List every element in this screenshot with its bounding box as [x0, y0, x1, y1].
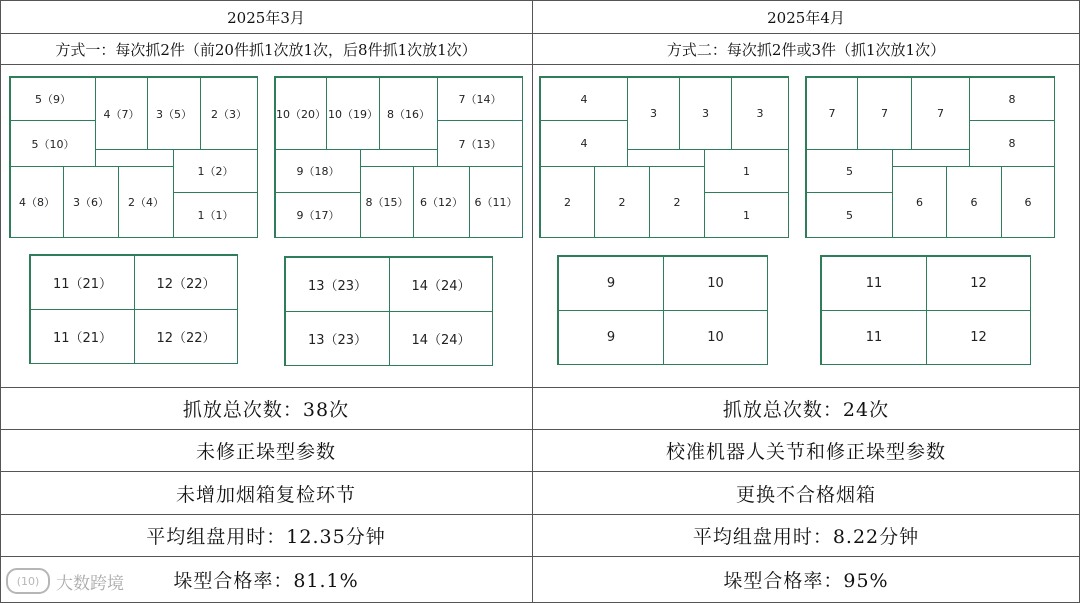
carton-piece: 9 — [558, 310, 664, 365]
carton-piece: 2 — [540, 166, 595, 238]
carton-piece: 7 — [806, 77, 858, 150]
carton-piece: 10 — [663, 310, 768, 365]
carton-piece: 2 — [594, 166, 650, 238]
pallet-layer-april-2 — [805, 76, 1055, 238]
carton-piece: 1（2） — [173, 149, 258, 193]
pallet-layer-march-2 — [274, 76, 523, 238]
carton-piece: 4 — [540, 77, 628, 121]
row-divider — [0, 64, 1080, 65]
pallet-layer-march-1 — [9, 76, 258, 238]
carton-piece: 4（7） — [95, 77, 148, 150]
carton-piece: 11（21） — [30, 255, 135, 310]
carton-piece: 11 — [821, 256, 927, 311]
carton-piece: 5 — [806, 149, 893, 193]
carton-piece: 6 — [946, 166, 1002, 238]
method-two-label: 方式二：每次抓2件或3件（抓1次放1次） — [666, 40, 946, 59]
carton-piece: 1 — [704, 192, 789, 238]
carton-piece: 2（4） — [118, 166, 174, 238]
carton-piece: 14（24） — [389, 257, 493, 312]
carton-piece: 3 — [627, 77, 680, 150]
carton-piece: 7 — [857, 77, 912, 150]
watermark-logo-icon: (10) — [6, 568, 50, 594]
carton-piece: 7 — [911, 77, 970, 150]
carton-piece: 5 — [806, 192, 893, 238]
watermark-text: 大数跨境 — [56, 573, 124, 594]
pallet-layer-march-3 — [29, 254, 238, 364]
pallet-layer-march-4 — [284, 256, 493, 366]
carton-piece: 6 — [892, 166, 947, 238]
header-march: 2025年3月 — [227, 8, 305, 27]
carton-piece: 6（11） — [469, 166, 523, 238]
pallet-layer-april-4 — [820, 255, 1031, 365]
carton-recheck-march: 未增加烟箱复检环节 — [175, 483, 356, 506]
carton-piece: 8 — [969, 120, 1055, 167]
total-picks-april: 抓放总次数：24次 — [722, 399, 890, 421]
carton-piece: 12（22） — [134, 309, 238, 364]
pass-rate-march: 垛型合格率：81.1% — [173, 569, 359, 592]
carton-piece: 2（3） — [200, 77, 258, 150]
stack-params-march: 未修正垛型参数 — [195, 441, 336, 463]
carton-piece: 6 — [1001, 166, 1055, 238]
carton-piece: 5（10） — [10, 120, 96, 167]
carton-piece: 5（9） — [10, 77, 96, 121]
pass-rate-april: 垛型合格率：95% — [723, 569, 889, 592]
carton-piece: 9（18） — [275, 149, 361, 193]
carton-piece: 12 — [926, 310, 1031, 365]
carton-piece: 10（20） — [275, 77, 327, 150]
header-april: 2025年4月 — [767, 8, 845, 27]
pallet-layer-april-3 — [557, 255, 768, 365]
carton-piece: 1 — [704, 149, 789, 193]
carton-piece: 8（16） — [379, 77, 438, 150]
total-picks-march: 抓放总次数：38次 — [182, 399, 350, 421]
watermark — [6, 568, 124, 594]
carton-piece: 9 — [558, 256, 664, 311]
carton-piece: 8 — [969, 77, 1055, 121]
carton-piece: 1（1） — [173, 192, 258, 238]
carton-piece: 3 — [731, 77, 789, 150]
method-one-label: 方式一：每次抓2件（前20件抓1次放1次，后8件抓1次放1次） — [55, 40, 477, 59]
carton-piece: 4 — [540, 120, 628, 167]
carton-piece: 4（8） — [10, 166, 64, 238]
carton-piece: 13（23） — [285, 311, 390, 366]
carton-piece: 12（22） — [134, 255, 238, 310]
stack-params-april: 校准机器人关节和修正垛型参数 — [665, 441, 946, 463]
carton-piece: 3 — [679, 77, 732, 150]
carton-recheck-april: 更换不合格烟箱 — [735, 483, 876, 506]
avg-time-march: 平均组盘用时：12.35分钟 — [146, 526, 386, 548]
carton-piece: 3（6） — [63, 166, 119, 238]
carton-piece: 9（17） — [275, 192, 361, 238]
pallet-layer-april-1 — [539, 76, 789, 238]
avg-time-april: 平均组盘用时：8.22分钟 — [692, 526, 920, 548]
carton-piece: 10（19） — [326, 77, 380, 150]
carton-piece: 8（15） — [360, 166, 414, 238]
carton-piece: 2 — [649, 166, 705, 238]
carton-piece: 12 — [926, 256, 1031, 311]
carton-piece: 7（13） — [437, 120, 523, 167]
carton-piece: 13（23） — [285, 257, 390, 312]
carton-piece: 11（21） — [30, 309, 135, 364]
carton-piece: 11 — [821, 310, 927, 365]
carton-piece: 7（14） — [437, 77, 523, 121]
carton-piece: 6（12） — [413, 166, 470, 238]
carton-piece: 10 — [663, 256, 768, 311]
carton-piece: 3（5） — [147, 77, 201, 150]
carton-piece: 14（24） — [389, 311, 493, 366]
